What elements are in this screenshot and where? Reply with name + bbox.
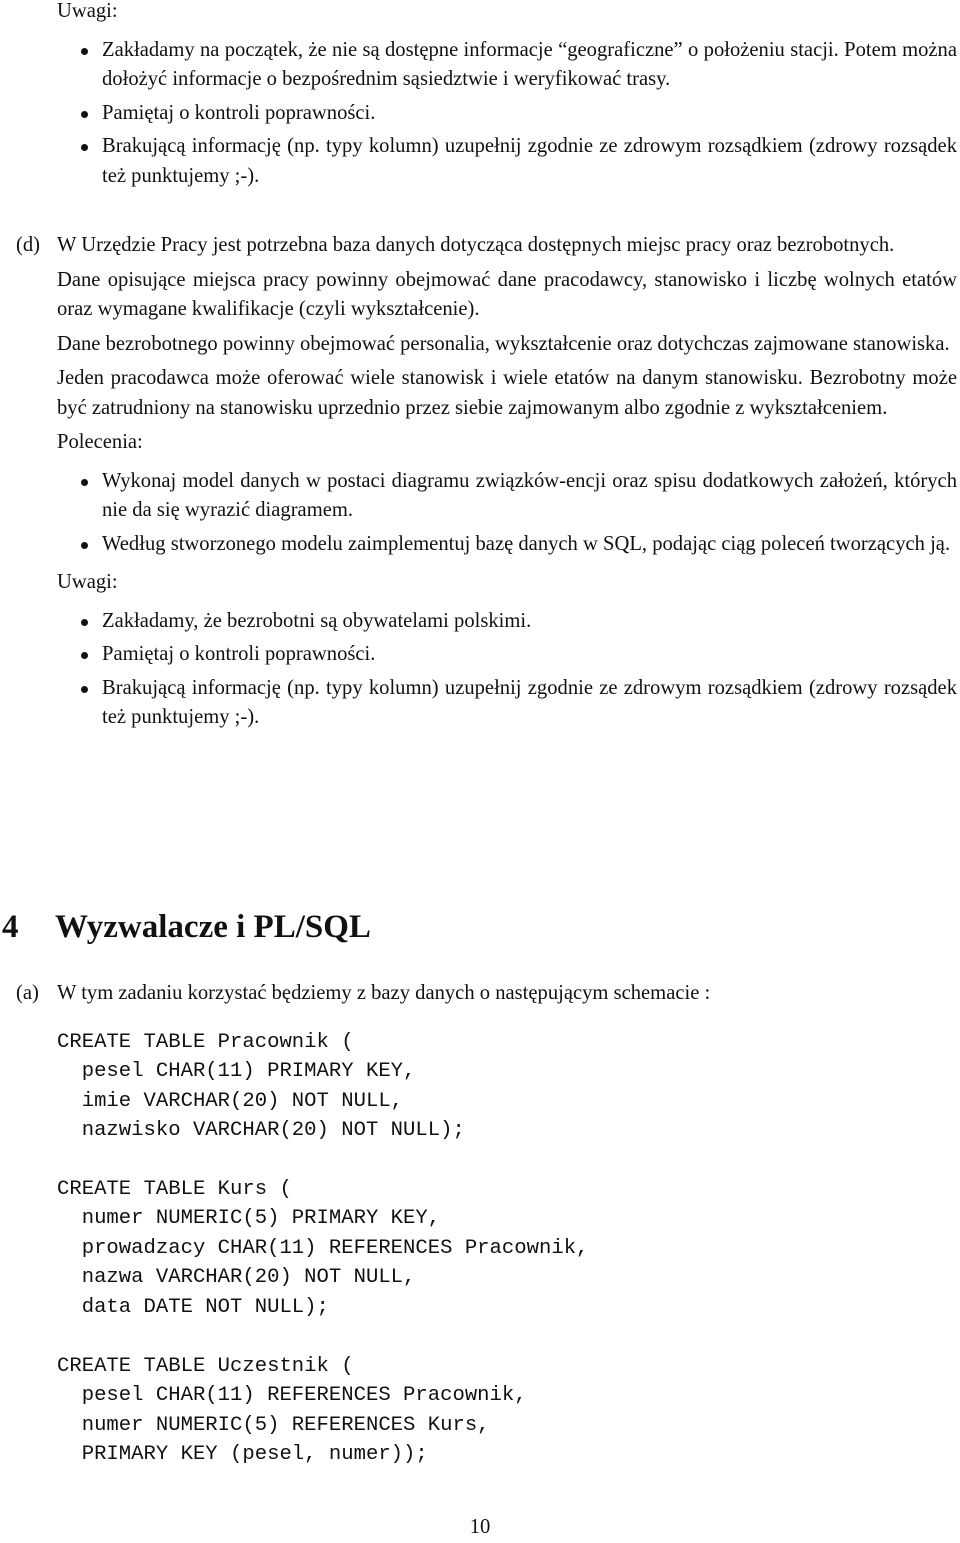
bullet-icon xyxy=(81,542,88,549)
list-item: Pamiętaj o kontroli poprawności. xyxy=(57,99,957,129)
bullet-icon xyxy=(81,48,88,55)
list-item: Wykonaj model danych w postaci diagramu związków-encji oraz spisu dodatkowych założeń, których nie da się wyrazić diagramem. xyxy=(57,467,957,526)
commands-label: Polecenia: xyxy=(57,431,143,453)
item-label-a: (a) xyxy=(16,982,39,1004)
notes-label: Uwagi: xyxy=(57,0,118,22)
item-label-d: (d) xyxy=(16,234,41,256)
item-a-section xyxy=(57,979,957,1009)
bullet-icon xyxy=(81,144,88,151)
bullet-icon xyxy=(81,111,88,118)
bullet-icon xyxy=(81,686,88,693)
bullet-icon xyxy=(81,479,88,486)
section-title: Wyzwalacze i PL/SQL xyxy=(55,909,371,945)
list-item: Zakładamy, że bezrobotni są obywatelami polskimi. xyxy=(57,607,957,637)
code-block-uczestnik: CREATE TABLE Uczestnik ( pesel CHAR(11) REFERENCES Pracownik, numer NUMERIC(5) REFERENCES Kurs, PRIMARY KEY (pesel, numer)); xyxy=(57,1355,527,1467)
paragraph: Dane bezrobotnego powinny obejmować personalia, wykształcenie oraz dotychczas zajmowane stanowiska. xyxy=(57,332,950,355)
item-d-intro: W Urzędzie Pracy jest potrzebna baza danych dotycząca dostępnych miejsc pracy oraz bezrobotnych. xyxy=(57,234,895,256)
item-d-section xyxy=(57,231,957,733)
notes-list xyxy=(57,36,957,192)
section-heading xyxy=(2,905,371,949)
paragraph: Dane opisujące miejsca pracy powinny obejmować dane pracodawcy, stanowisko i liczbę wolnych etatów oraz wymagane kwalifikacje (czyli wykształcenie). xyxy=(57,268,957,320)
notes-list xyxy=(57,607,957,733)
list-item: Brakującą informację (np. typy kolumn) uzupełnij zgodnie ze zdrowym rozsądkiem (zdrowy rozsądek też punktujemy ;-). xyxy=(57,674,957,733)
list-item: Według stworzonego modelu zaimplementuj bazę danych w SQL, podając ciąg poleceń tworzących ją. xyxy=(57,530,957,560)
commands-list xyxy=(57,467,957,560)
code-block-pracownik: CREATE TABLE Pracownik ( pesel CHAR(11) PRIMARY KEY, imie VARCHAR(20) NOT NULL, nazwisko VARCHAR(20) NOT NULL); xyxy=(57,1031,465,1143)
list-item: Zakładamy na początek, że nie są dostępne informacje “geograficzne” o położeniu stacji. Potem można dołożyć informacje o bezpośrednim sąsiedztwie i weryfikować trasy. xyxy=(57,36,957,95)
bullet-icon xyxy=(81,619,88,626)
bullet-icon xyxy=(81,652,88,659)
code-block-kurs: CREATE TABLE Kurs ( numer NUMERIC(5) PRIMARY KEY, prowadzacy CHAR(11) REFERENCES Pracownik, nazwa VARCHAR(20) NOT NULL, data DATE NOT NULL); xyxy=(57,1178,589,1319)
list-item: Pamiętaj o kontroli poprawności. xyxy=(57,640,957,670)
notes-section-1 xyxy=(57,0,957,191)
list-item: Brakującą informację (np. typy kolumn) uzupełnij zgodnie ze zdrowym rozsądkiem (zdrowy rozsądek też punktujemy ;-). xyxy=(57,132,957,191)
item-a-intro: W tym zadaniu korzystać będziemy z bazy danych o następującym schemacie : xyxy=(57,982,711,1004)
section-number: 4 xyxy=(2,909,19,945)
page-number: 10 xyxy=(469,1516,491,1538)
paragraph: Jeden pracodawca może oferować wiele stanowisk i wiele etatów na danym stanowisku. Bezrobotny może być zatrudniony na stanowisku uprzednio przez siebie zajmowanym albo zgodnie z wykształceniem. xyxy=(57,367,957,419)
notes-label: Uwagi: xyxy=(57,571,118,593)
